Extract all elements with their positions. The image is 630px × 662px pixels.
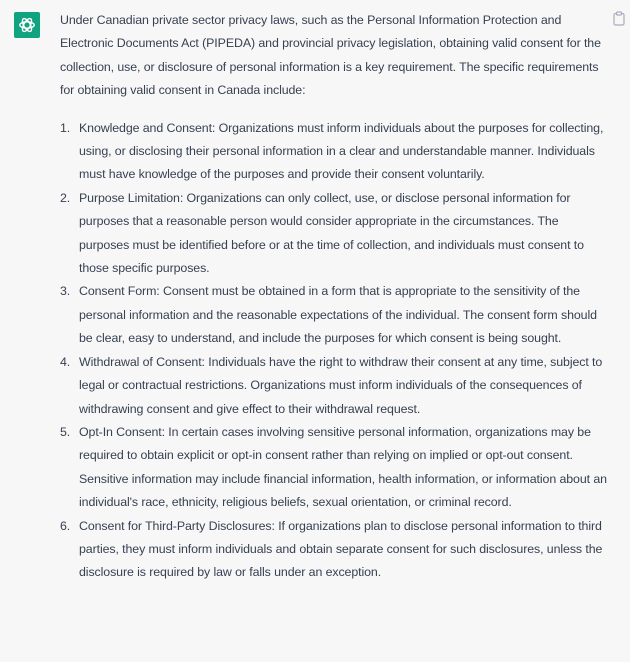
requirements-list [60,117,608,585]
list-item [60,187,608,281]
message-content [60,9,608,585]
list-item-number: 4. [60,354,71,369]
list-item-text: Knowledge and Consent: Organizations must inform individuals about the purposes for collecting, using, or disclosing their personal information in a clear and understandable manner. Individuals must have knowledge of the purposes and provide their consent voluntarily. [79,120,604,182]
list-item [60,515,608,585]
clipboard-icon [613,11,625,26]
list-item-number: 2. [60,190,71,205]
openai-logo-icon [14,12,40,38]
list-item-number: 3. [60,284,71,299]
list-item-number: 6. [60,518,71,533]
list-item-text: Purpose Limitation: Organizations can only collect, use, or disclose personal information for purposes that a reasonable person would consider appropriate in the circumstances. The purposes must be identified before or at the time of collection, and individuals must consent to those specific purposes. [79,190,584,276]
intro-paragraph: Under Canadian private sector privacy laws, such as the Personal Information Protection and Electronic Documents Act (PIPEDA) and provincial privacy legislation, obtaining valid consent for the collection, use, or disclosure of personal information is a key requirement. The specific requirements for obtaining valid consent in Canada include: [60,13,601,98]
list-item [60,421,608,515]
list-item-text: Consent for Third-Party Disclosures: If organizations plan to disclose personal information to third parties, they must inform individuals and obtain separate consent for such disclosures, unless the disclosure is required by law or falls under an exception. [79,518,603,580]
list-item-text: Opt-In Consent: In certain cases involving sensitive personal information, organizations may be required to obtain explicit or opt-in consent rather than relying on implied or opt-out consent. Sensitive information may include financial information, health information, or information about an individual's race, ethnicity, religious beliefs, sexual orientation, or criminal record. [79,424,607,510]
list-item-text: Withdrawal of Consent: Individuals have the right to withdraw their consent at any time, subject to legal or contractual restrictions. Organizations must inform individuals of the consequences of withdrawing consent and give effect to their withdrawal request. [79,354,603,416]
list-item-text: Consent Form: Consent must be obtained in a form that is appropriate to the sensitivity of the personal information and the reasonable expectations of the individual. The consent form should be clear, easy to understand, and include the purposes for which consent is being sought. [79,284,597,346]
list-item-number: 1. [60,120,71,135]
copy-button[interactable] [612,11,626,27]
list-item [60,351,608,421]
assistant-avatar [14,12,40,38]
list-item [60,117,608,187]
list-item-number: 5. [60,424,71,439]
list-item [60,280,608,350]
